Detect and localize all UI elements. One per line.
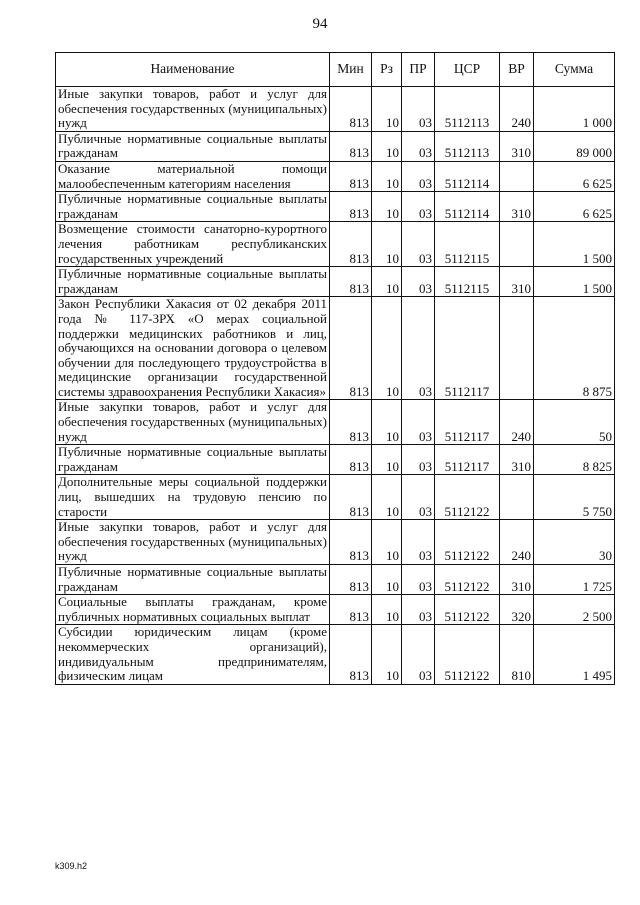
row-vr: 810 [500, 625, 534, 684]
row-rz: 10 [372, 475, 402, 520]
row-vr: 240 [500, 520, 534, 565]
row-pr: 03 [402, 595, 435, 625]
row-sum: 1 725 [534, 565, 615, 595]
row-pr: 03 [402, 87, 435, 132]
column-header-csr: ЦСР [435, 53, 500, 87]
row-rz: 10 [372, 131, 402, 161]
row-name: Публичные нормативные социальные выплаты гражданам [56, 565, 330, 595]
row-sum: 8 825 [534, 445, 615, 475]
row-csr: 5112117 [435, 297, 500, 400]
row-min: 813 [330, 87, 372, 132]
row-sum: 6 625 [534, 192, 615, 222]
row-csr: 5112122 [435, 520, 500, 565]
column-header-pr: ПР [402, 53, 435, 87]
row-csr: 5112115 [435, 267, 500, 297]
row-vr [500, 161, 534, 191]
row-sum: 1 500 [534, 222, 615, 267]
row-rz: 10 [372, 161, 402, 191]
row-vr: 310 [500, 565, 534, 595]
row-csr: 5112122 [435, 475, 500, 520]
row-sum: 2 500 [534, 595, 615, 625]
row-name: Оказание материальной помощи малообеспеченным категориям населения [56, 161, 330, 191]
row-pr: 03 [402, 445, 435, 475]
row-name: Иные закупки товаров, работ и услуг для обеспечения государственных (муниципальных) нужд [56, 87, 330, 132]
table-row [56, 595, 615, 625]
column-header-vr: ВР [500, 53, 534, 87]
row-csr: 5112113 [435, 131, 500, 161]
row-vr [500, 297, 534, 400]
row-csr: 5112115 [435, 222, 500, 267]
row-pr: 03 [402, 222, 435, 267]
row-rz: 10 [372, 445, 402, 475]
column-header-sum: Сумма [534, 53, 615, 87]
row-rz: 10 [372, 625, 402, 684]
row-csr: 5112117 [435, 445, 500, 475]
row-csr: 5112114 [435, 161, 500, 191]
row-vr [500, 222, 534, 267]
row-name: Публичные нормативные социальные выплаты гражданам [56, 131, 330, 161]
page-number: 94 [312, 16, 328, 32]
row-min: 813 [330, 445, 372, 475]
row-pr: 03 [402, 520, 435, 565]
row-sum: 50 [534, 400, 615, 445]
row-min: 813 [330, 475, 372, 520]
row-sum: 89 000 [534, 131, 615, 161]
row-pr: 03 [402, 267, 435, 297]
row-csr: 5112114 [435, 192, 500, 222]
row-vr: 310 [500, 192, 534, 222]
row-vr: 320 [500, 595, 534, 625]
row-min: 813 [330, 400, 372, 445]
row-min: 813 [330, 565, 372, 595]
row-pr: 03 [402, 475, 435, 520]
row-rz: 10 [372, 267, 402, 297]
row-vr: 310 [500, 131, 534, 161]
row-vr: 240 [500, 87, 534, 132]
row-name: Дополнительные меры социальной поддержки лиц, вышедших на трудовую пенсию по старости [56, 475, 330, 520]
table-row [56, 625, 615, 684]
row-rz: 10 [372, 222, 402, 267]
row-pr: 03 [402, 131, 435, 161]
row-sum: 1 500 [534, 267, 615, 297]
row-name: Субсидии юридическим лицам (кроме некоммерческих организаций), индивидуальным предпринимателям, физическим лицам [56, 625, 330, 684]
table-row [56, 192, 615, 222]
row-rz: 10 [372, 595, 402, 625]
column-header-name: Наименование [56, 53, 330, 87]
row-rz: 10 [372, 520, 402, 565]
column-header-min: Мин [330, 53, 372, 87]
table-row [56, 475, 615, 520]
row-sum: 1 000 [534, 87, 615, 132]
table-body [56, 87, 615, 685]
row-name: Возмещение стоимости санаторно-курортного лечения работникам республиканских государственных учреждений [56, 222, 330, 267]
row-name: Иные закупки товаров, работ и услуг для обеспечения государственных (муниципальных) нужд [56, 400, 330, 445]
row-min: 813 [330, 625, 372, 684]
budget-table [55, 52, 615, 685]
row-rz: 10 [372, 192, 402, 222]
row-name: Закон Республики Хакасия от 02 декабря 2011 года № 117-ЗРХ «О мерах социальной поддержки медицинских работников и лиц, обучающихся на основании договора о целевом обучении для последующего трудоустройства в медицинские организации государственной системы здравоохранения Республики Хакасия» [56, 297, 330, 400]
table-row [56, 400, 615, 445]
row-sum: 5 750 [534, 475, 615, 520]
row-pr: 03 [402, 297, 435, 400]
row-pr: 03 [402, 625, 435, 684]
document-code: k309.h2 [55, 861, 88, 871]
row-min: 813 [330, 520, 372, 565]
row-pr: 03 [402, 192, 435, 222]
row-min: 813 [330, 192, 372, 222]
table-row [56, 222, 615, 267]
table-row [56, 565, 615, 595]
row-csr: 5112113 [435, 87, 500, 132]
row-sum: 8 875 [534, 297, 615, 400]
table-header-row [56, 53, 615, 87]
row-vr [500, 475, 534, 520]
row-min: 813 [330, 595, 372, 625]
row-sum: 30 [534, 520, 615, 565]
row-vr: 240 [500, 400, 534, 445]
row-min: 813 [330, 297, 372, 400]
table-row [56, 297, 615, 400]
row-csr: 5112122 [435, 625, 500, 684]
row-csr: 5112122 [435, 595, 500, 625]
row-name: Публичные нормативные социальные выплаты гражданам [56, 192, 330, 222]
row-name: Публичные нормативные социальные выплаты гражданам [56, 445, 330, 475]
row-rz: 10 [372, 565, 402, 595]
row-rz: 10 [372, 87, 402, 132]
row-sum: 6 625 [534, 161, 615, 191]
row-vr: 310 [500, 445, 534, 475]
row-pr: 03 [402, 400, 435, 445]
row-min: 813 [330, 131, 372, 161]
row-sum: 1 495 [534, 625, 615, 684]
row-csr: 5112117 [435, 400, 500, 445]
row-rz: 10 [372, 400, 402, 445]
row-pr: 03 [402, 161, 435, 191]
column-header-rz: Рз [372, 53, 402, 87]
row-name: Иные закупки товаров, работ и услуг для обеспечения государственных (муниципальных) нужд [56, 520, 330, 565]
table-row [56, 87, 615, 132]
row-csr: 5112122 [435, 565, 500, 595]
table-row [56, 161, 615, 191]
row-name: Публичные нормативные социальные выплаты гражданам [56, 267, 330, 297]
table-row [56, 445, 615, 475]
row-min: 813 [330, 161, 372, 191]
row-min: 813 [330, 267, 372, 297]
table-row [56, 520, 615, 565]
row-rz: 10 [372, 297, 402, 400]
row-vr: 310 [500, 267, 534, 297]
table-row [56, 131, 615, 161]
row-min: 813 [330, 222, 372, 267]
table-row [56, 267, 615, 297]
row-name: Социальные выплаты гражданам, кроме публичных нормативных социальных выплат [56, 595, 330, 625]
row-pr: 03 [402, 565, 435, 595]
